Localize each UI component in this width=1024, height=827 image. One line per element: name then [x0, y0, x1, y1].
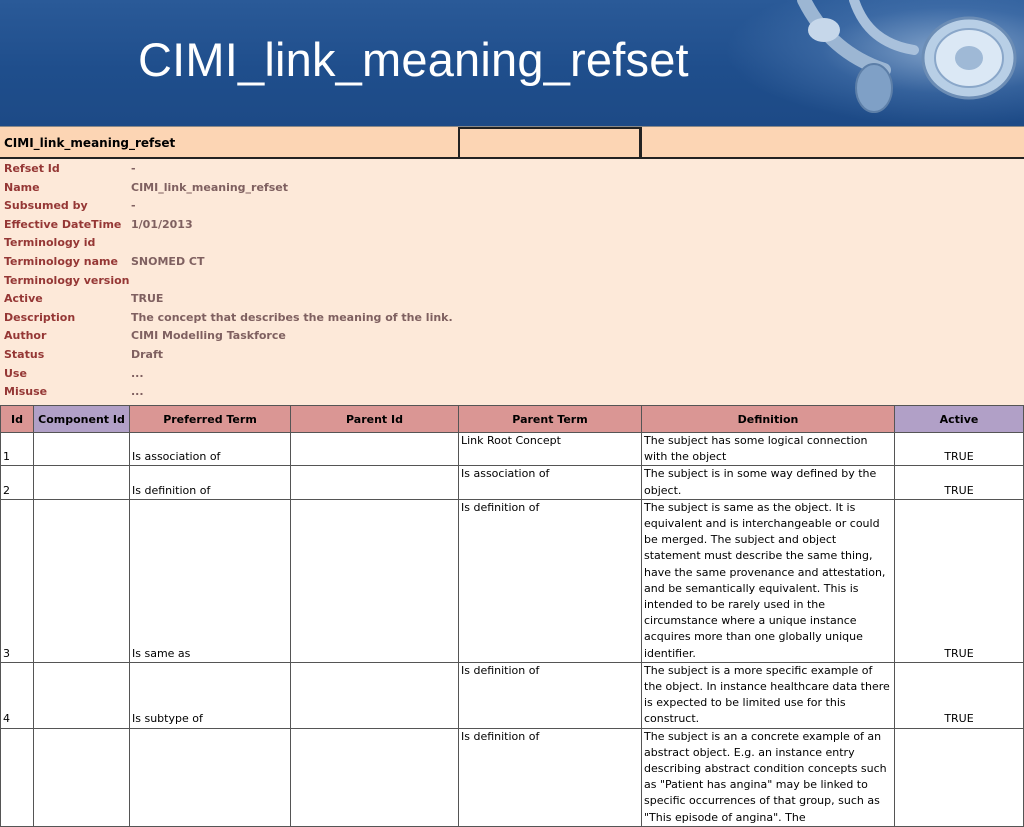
table-row — [1, 499, 1024, 662]
column-header-component-id[interactable]: Component Id — [34, 406, 130, 433]
stethoscope-image — [764, 0, 1024, 126]
meta-value: Draft — [131, 348, 164, 361]
cell-parent-id[interactable] — [291, 728, 459, 826]
meta-key: Active — [4, 292, 43, 306]
cell-component-id[interactable] — [34, 728, 130, 826]
meta-key: Use — [4, 366, 27, 380]
cell-active[interactable]: TRUE — [895, 433, 1024, 466]
cell-preferred-term[interactable]: Is subtype of — [130, 662, 291, 728]
meta-row — [0, 233, 1024, 252]
meta-value: - — [131, 162, 136, 175]
cell-preferred-term[interactable]: Is definition of — [130, 466, 291, 499]
sheet-header-row — [0, 126, 1024, 159]
cell-definition[interactable]: The subject is same as the object. It is equivalent and is interchangeable or could be merged. The subject and object statement must describe the same thing, have the same provenance and attestation, and be semantically equivalent. This is intended to be rarely used in the circumstance where a unique instance acquires more than one globally unique identifier. — [642, 499, 895, 662]
column-header-id[interactable]: Id — [1, 406, 34, 433]
meta-row — [0, 196, 1024, 215]
cell-id[interactable] — [1, 728, 34, 826]
table-row — [1, 662, 1024, 728]
meta-row — [0, 382, 1024, 401]
cell-parent-id[interactable] — [291, 662, 459, 728]
cell-id[interactable]: 1 — [1, 433, 34, 466]
cell-component-id[interactable] — [34, 499, 130, 662]
meta-key: Terminology version — [4, 273, 130, 287]
cell-parent-term[interactable]: Is association of — [459, 466, 642, 499]
meta-key: Terminology name — [4, 255, 118, 268]
cell-parent-term[interactable]: Is definition of — [459, 662, 642, 728]
cell-definition[interactable]: The subject is a more specific example of the object. In instance healthcare data there is expected to be limited use for this construct. — [642, 662, 895, 728]
table-row — [1, 433, 1024, 466]
header-cell[interactable] — [641, 127, 1024, 158]
table-header-row — [1, 406, 1024, 433]
cell-parent-term[interactable]: Link Root Concept — [459, 433, 642, 466]
cell-definition[interactable]: The subject has some logical connection with the object — [642, 433, 895, 466]
meta-key: Effective DateTime — [4, 217, 122, 231]
cell-definition[interactable]: The subject is in some way defined by the object. — [642, 466, 895, 499]
meta-key: Subsumed by — [4, 199, 88, 213]
meta-row — [0, 364, 1024, 383]
cell-parent-term[interactable]: Is definition of — [459, 499, 642, 662]
meta-row — [0, 178, 1024, 197]
cell-parent-id[interactable] — [291, 433, 459, 466]
table-row — [1, 728, 1024, 826]
refset-metadata — [0, 159, 1024, 405]
column-header-active[interactable]: Active — [895, 406, 1024, 433]
meta-key: Terminology id — [4, 236, 96, 250]
cell-preferred-term[interactable] — [130, 728, 291, 826]
column-header-preferred-term[interactable]: Preferred Term — [130, 406, 291, 433]
cell-id[interactable]: 2 — [1, 466, 34, 499]
meta-value: The concept that describes the meaning of the link. — [131, 310, 453, 324]
meta-value: SNOMED CT — [131, 255, 205, 268]
column-header-definition[interactable]: Definition — [642, 406, 895, 433]
meta-row — [0, 159, 1024, 178]
meta-row — [0, 252, 1024, 271]
meta-value: ... — [131, 366, 144, 380]
meta-row — [0, 308, 1024, 327]
cell-parent-id[interactable] — [291, 499, 459, 662]
refset-table — [0, 405, 1024, 827]
meta-value: - — [131, 199, 136, 213]
meta-key: Author — [4, 329, 47, 343]
spreadsheet — [0, 126, 1024, 824]
column-header-parent-term[interactable]: Parent Term — [459, 406, 642, 433]
table-row — [1, 466, 1024, 499]
slide-title: CIMI_link_meaning_refset — [138, 33, 689, 86]
sheet-header-title: CIMI_link_meaning_refset — [4, 136, 176, 150]
meta-key: Refset Id — [4, 162, 60, 175]
cell-active[interactable]: TRUE — [895, 662, 1024, 728]
meta-key: Name — [4, 180, 40, 194]
meta-value: CIMI_link_meaning_refset — [131, 180, 288, 194]
selected-cell[interactable] — [458, 127, 641, 158]
cell-component-id[interactable] — [34, 662, 130, 728]
cell-component-id[interactable] — [34, 433, 130, 466]
meta-key: Status — [4, 348, 45, 361]
meta-row — [0, 326, 1024, 345]
meta-row — [0, 289, 1024, 308]
meta-row — [0, 345, 1024, 364]
meta-row — [0, 215, 1024, 234]
cell-definition[interactable]: The subject is an a concrete example of an abstract object. E.g. an instance entry describing abstract condition concepts such as "Patient has angina" may be linked to specific occurrences of that group, such as "This episode of angina". The — [642, 728, 895, 826]
cell-preferred-term[interactable]: Is same as — [130, 499, 291, 662]
cell-preferred-term[interactable]: Is association of — [130, 433, 291, 466]
cell-id[interactable]: 4 — [1, 662, 34, 728]
cell-active[interactable]: TRUE — [895, 499, 1024, 662]
meta-key: Description — [4, 310, 76, 324]
meta-value: ... — [131, 385, 144, 399]
column-header-parent-id[interactable]: Parent Id — [291, 406, 459, 433]
meta-key: Misuse — [4, 385, 48, 399]
cell-active[interactable]: TRUE — [895, 466, 1024, 499]
cell-id[interactable]: 3 — [1, 499, 34, 662]
cell-parent-id[interactable] — [291, 466, 459, 499]
meta-row — [0, 271, 1024, 290]
slide-banner — [0, 0, 1024, 126]
meta-value: CIMI Modelling Taskforce — [131, 329, 286, 343]
cell-component-id[interactable] — [34, 466, 130, 499]
cell-parent-term[interactable]: Is definition of — [459, 728, 642, 826]
meta-value: TRUE — [131, 292, 164, 306]
cell-active[interactable] — [895, 728, 1024, 826]
meta-value: 1/01/2013 — [131, 217, 193, 231]
